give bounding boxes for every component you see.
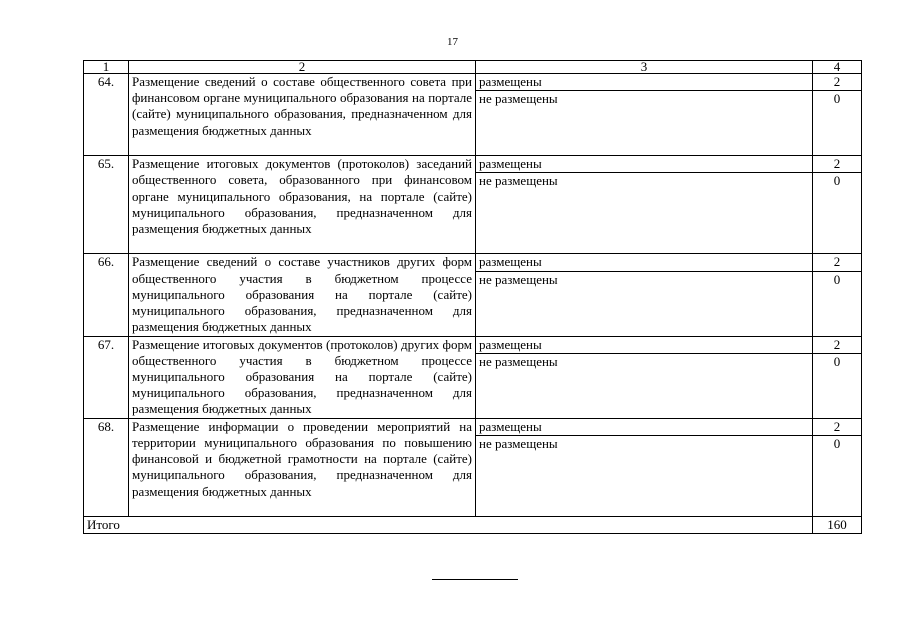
option-score: 2	[813, 156, 862, 173]
option-label: размещены	[476, 418, 813, 435]
option-label: размещены	[476, 254, 813, 271]
option-label: размещены	[476, 74, 813, 91]
row-number: 68.	[84, 418, 129, 516]
row-description: Размещение итоговых документов (протоколов) заседаний общественного совета, образованного при финансовом органе муниципального образования, на портале (сайте) муниципального образования, предназначенном для размещения бюджетных данных	[129, 156, 476, 254]
option-score: 0	[813, 173, 862, 254]
table-row	[84, 254, 862, 271]
column-header-score: 4	[813, 61, 862, 74]
option-label: размещены	[476, 156, 813, 173]
total-value: 160	[813, 517, 862, 534]
column-header-option: 3	[476, 61, 813, 74]
row-description: Размещение сведений о составе общественного совета при финансовом органе муниципального образования на портале (сайте) муниципального образования, предназначенном для размещения бюджетных данных	[129, 74, 476, 156]
option-score: 2	[813, 418, 862, 435]
total-row	[84, 517, 862, 534]
option-label: не размещены	[476, 173, 813, 254]
criteria-table	[83, 60, 862, 534]
total-label: Итого	[84, 517, 813, 534]
page-number: 17	[447, 36, 458, 48]
column-header-number: 1	[84, 61, 129, 74]
column-header-criterion: 2	[129, 61, 476, 74]
option-score: 0	[813, 436, 862, 517]
option-label: не размещены	[476, 271, 813, 336]
row-number: 66.	[84, 254, 129, 336]
option-score: 0	[813, 353, 862, 418]
table-row	[84, 336, 862, 353]
option-label: не размещены	[476, 91, 813, 156]
option-score: 2	[813, 254, 862, 271]
option-score: 2	[813, 336, 862, 353]
row-description: Размещение сведений о составе участников других форм общественного участия в бюджетном процессе муниципального образования на портале (сайте) муниципального образования, предназначенном для размещения бюджетных данных	[129, 254, 476, 336]
row-description: Размещение информации о проведении мероприятий на территории муниципального образования по повышению финансовой и бюджетной грамотности на портале (сайте) муниципального образования, предназначенном для размещения бюджетных данных	[129, 418, 476, 516]
row-number: 64.	[84, 74, 129, 156]
footer-divider	[432, 579, 518, 580]
row-number: 67.	[84, 336, 129, 418]
table-row	[84, 156, 862, 173]
row-number: 65.	[84, 156, 129, 254]
option-score: 0	[813, 91, 862, 156]
option-score: 0	[813, 271, 862, 336]
option-label: не размещены	[476, 353, 813, 418]
table-row	[84, 74, 862, 91]
option-label: не размещены	[476, 436, 813, 517]
option-label: размещены	[476, 336, 813, 353]
row-description: Размещение итоговых документов (протоколов) других форм общественного участия в бюджетном процессе муниципального образования на портале (сайте) муниципального образования, предназначенном для размещения бюджетных данных	[129, 336, 476, 418]
table-header-row	[84, 61, 862, 74]
table-row	[84, 418, 862, 435]
option-score: 2	[813, 74, 862, 91]
